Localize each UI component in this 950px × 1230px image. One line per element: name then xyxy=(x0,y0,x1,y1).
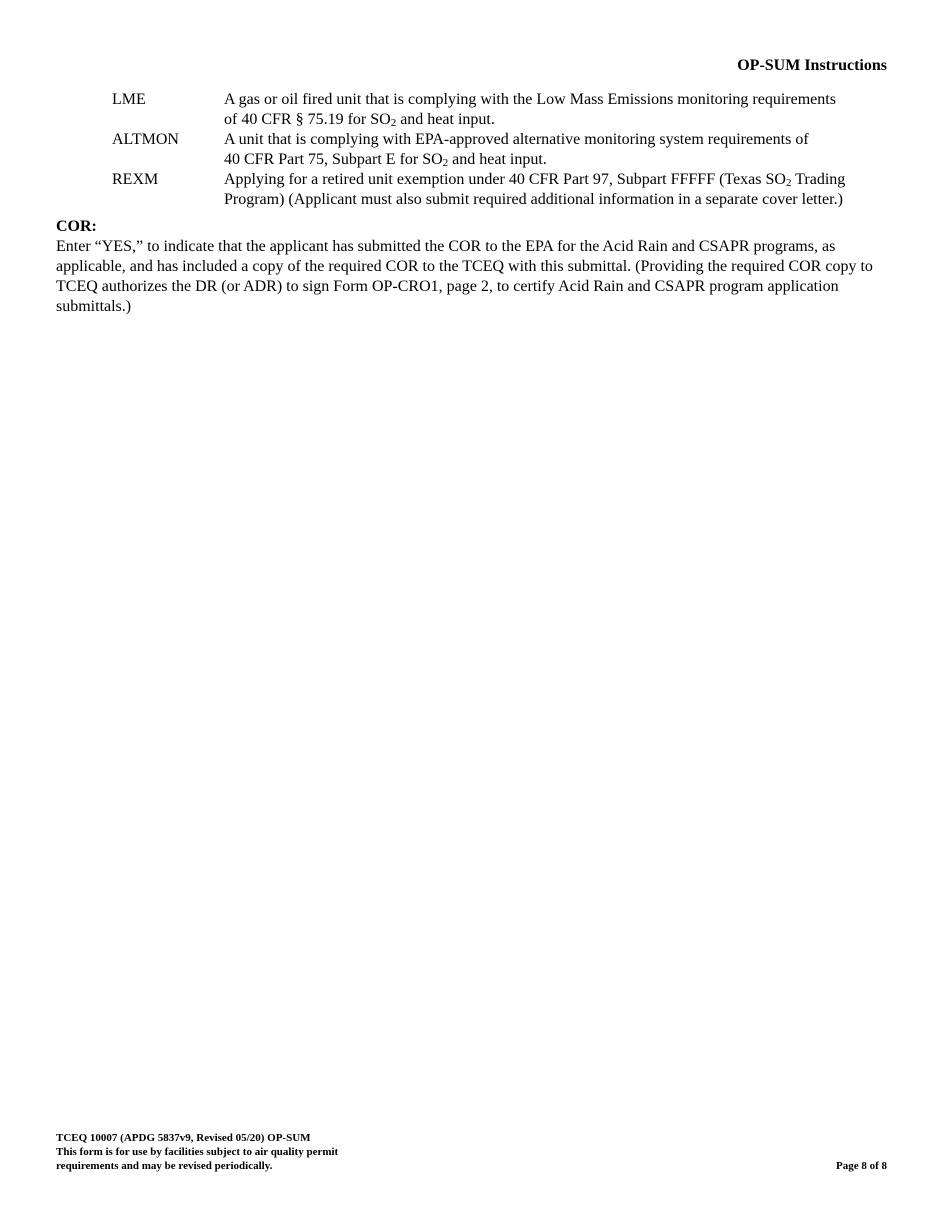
footer-form-info xyxy=(56,1131,338,1173)
code-row-altmon xyxy=(112,130,892,170)
footer-notice-line: This form is for use by facilities subject to air quality permit xyxy=(56,1146,339,1158)
code-row-rexm xyxy=(112,170,892,210)
cor-heading: COR: xyxy=(56,218,97,235)
footer-form-id: TCEQ 10007 (APDG 5837v9, Revised 05/20) OP-SUM xyxy=(56,1132,311,1144)
cor-instructions: Enter “YES,” to indicate that the applicant has submitted the COR to the EPA for the Acid Rain and CSAPR programs, as applicable, and has included a copy of the required COR to the TCEQ with this submittal. (Providing the required COR copy to TCEQ authorizes the DR (or ADR) to sign Form OP-CRO1, page 2, to certify Acid Rain and CSAPR program application submittals.) xyxy=(56,238,873,315)
code-label: REXM xyxy=(112,171,159,188)
code-description: A gas or oil fired unit that is complying with the Low Mass Emissions monitoring requirements of 40 CFR § 75.19 for $SO_2$ and heat input. xyxy=(224,91,836,129)
code-label: LME xyxy=(112,91,146,108)
code-label: ALTMON xyxy=(112,131,179,148)
code-description: A unit that is complying with EPA-approved alternative monitoring system requirements of 40 CFR Part 75, Subpart E for $SO_2$ and heat input. xyxy=(224,131,809,169)
code-row-lme xyxy=(112,90,892,130)
page-header-title: OP-SUM Instructions xyxy=(737,57,887,74)
page-number: Page 8 of 8 xyxy=(835,1160,887,1172)
footer-notice-line: requirements and may be revised periodically. xyxy=(56,1160,273,1172)
code-description: Applying for a retired unit exemption under 40 CFR Part 97, Subpart FFFFF (Texas $SO_2$ Trading Program) (Applicant must also submit required additional information in a separate cover letter.) xyxy=(224,171,846,208)
monitoring-codes-table xyxy=(112,90,892,210)
